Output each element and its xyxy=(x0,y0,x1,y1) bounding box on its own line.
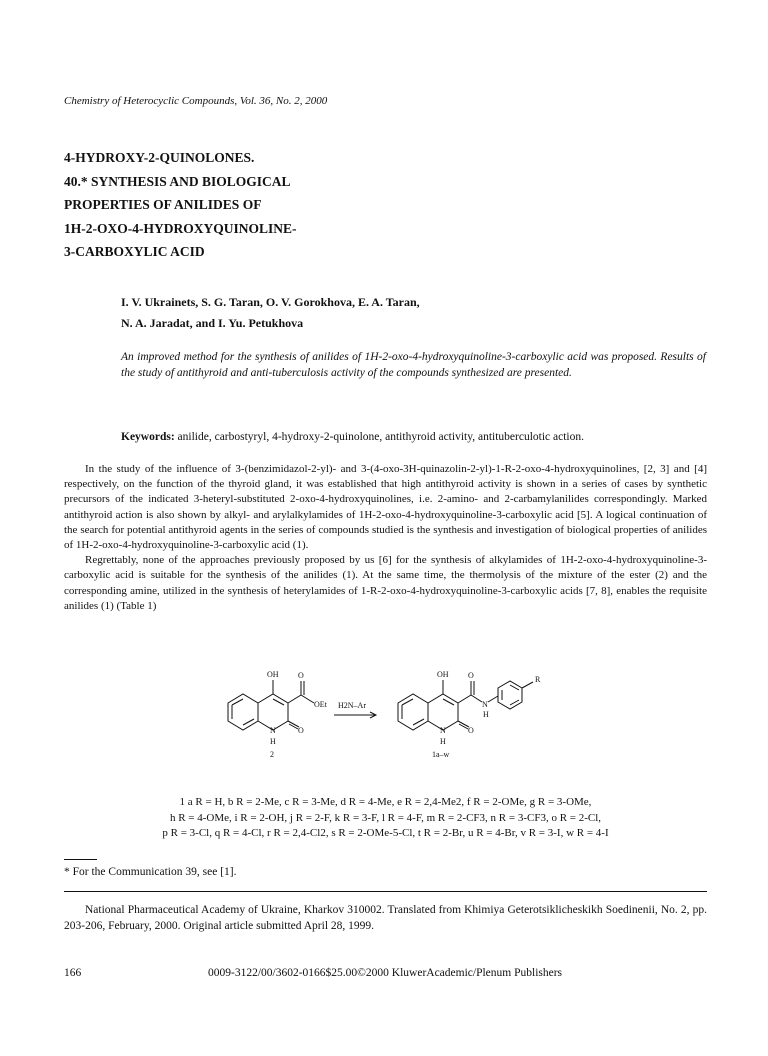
title-line: 40.* SYNTHESIS AND BIOLOGICAL xyxy=(64,173,291,189)
body-text xyxy=(64,462,707,614)
scheme-label: H xyxy=(483,710,489,719)
title-line: 3-CARBOXYLIC ACID xyxy=(64,244,205,259)
legend-line: 1 a R = H, b R = 2-Me, c R = 3-Me, d R = 4-Me, e R = 2,4-Me2, f R = 2-OMe, g R = 3-OMe, xyxy=(179,796,592,808)
legend-line: h R = 4-OMe, i R = 2-OH, j R = 2-F, k R = 3-F, l R = 4-F, m R = 2-CF3, n R = 3-CF3, o R = 2-Cl, xyxy=(169,811,602,824)
compound-number: 2 xyxy=(270,750,274,759)
scheme-label: O xyxy=(298,671,304,680)
scheme-label: H xyxy=(270,737,276,746)
journal-header: Chemistry of Heterocyclic Compounds, Vol. 36, No. 2, 2000 xyxy=(64,95,328,107)
scheme-labels xyxy=(267,670,541,759)
scheme-label: OH xyxy=(437,670,449,679)
affiliation-divider xyxy=(64,891,707,892)
author-line: N. A. Jaradat, and I. Yu. Petukhova xyxy=(121,316,304,330)
legend-line: p R = 3-Cl, q R = 4-Cl, r R = 2,4-Cl2, s R = 2-OMe-5-Cl, t R = 2-Br, u R = 4-Br, v R = 3-I, w R = 4-I xyxy=(162,827,609,839)
abstract: An improved method for the synthesis of anilides of 1H-2-oxo-4-hydroxyquinoline-3-carboxylic acid was proposed. Results of the study of antithyroid and anti-tuberculosis activity of the compounds synthesized are presented. xyxy=(121,351,706,379)
author-line: I. V. Ukrainets, S. G. Taran, O. V. Gorokhova, E. A. Taran, xyxy=(121,295,420,309)
compound-number: 1a–w xyxy=(432,750,450,759)
body-paragraph: Regrettably, none of the approaches previously proposed by us [6] for the synthesis of alkylamides of 1H-2-oxo-4-hydroxyquinoline-3-carboxylic acid is suitable for the synthesis of the anilides (1). At the same time, the thermolysis of the mixture of the ester (2) and the corresponding amine, utilized in the synthesis of heterylamides of 1-R-2-oxo-4-hydroxyquinoline-3-carboxylic acids [7, 8], enables the requisite anilides (1) (Table 1) xyxy=(64,554,707,612)
title-line: PROPERTIES OF ANILIDES OF xyxy=(64,197,262,212)
title-line: 4-HYDROXY-2-QUINOLONES. xyxy=(64,150,255,165)
keywords-label: Keywords: xyxy=(121,431,175,443)
keywords-text: anilide, carbostyryl, 4-hydroxy-2-quinolone, antithyroid activity, antituberculotic action. xyxy=(177,431,584,443)
body-paragraph: In the study of the influence of 3-(benzimidazol-2-yl)- and 3-(4-oxo-3H-quinazolin-2-yl)-1-R-2-oxo-4-hydroxyquinolines, [2, 3] and [4] respectively, on the function of the thyroid gland, it was established that high antithyroid activity is shown in a series of cases by synthetic precursors of the indicated 3-heteryl-substituted 2-oxo-4-hydroxyquinolines, i.e. 2-amino- and 2-carbamylanilides correspondingly. Marked antithyroid action is also shown by alkyl- and arylalkylamides of 1H-2-oxo-4-hydroxyquinoline-3-carboxylic acid [5]. A logical continuation of the search for potential antithyroid agents in the series of compounds studied is the synthesis and investigation of biological properties of anilides of 1H-2-oxo-4-hydroxyquinoline-3-carboxylic acid (1). xyxy=(64,463,707,552)
scheme-label: O xyxy=(468,726,474,735)
keywords xyxy=(121,430,721,445)
scheme-label: OH xyxy=(267,670,279,679)
scheme-label: OEt xyxy=(314,700,327,709)
affiliation-note: National Pharmaceutical Academy of Ukraine, Kharkov 310002. Translated from Khimiya Geterotsiklicheskikh Soedinenii, No. 2, pp. 203-206, February, 2000. Original article submitted April 28, 1999. xyxy=(64,904,707,932)
reactant-2-structure xyxy=(228,680,314,730)
page-number: 166 xyxy=(64,967,82,979)
article-title xyxy=(64,146,484,264)
scheme-label: N xyxy=(270,726,276,735)
product-1-structure xyxy=(398,680,533,730)
substituent-legend xyxy=(64,795,707,842)
scheme-label: N xyxy=(482,700,488,709)
author-list xyxy=(121,292,420,334)
scheme-label: R xyxy=(535,675,541,684)
publisher-line: 0009-3122/00/3602-0166$25.00©2000 KluwerAcademic/Plenum Publishers xyxy=(208,967,563,979)
reaction-scheme xyxy=(200,660,580,775)
title-line: 1H-2-OXO-4-HYDROXYQUINOLINE- xyxy=(64,220,297,236)
scheme-label: N xyxy=(440,726,446,735)
footnote: * For the Communication 39, see [1]. xyxy=(64,866,237,878)
scheme-label: H xyxy=(440,737,446,746)
reaction-arrow xyxy=(334,712,376,718)
footnote-divider xyxy=(64,859,97,860)
scheme-label: O xyxy=(298,726,304,735)
reagent-label: H2N–Ar xyxy=(338,701,366,710)
scheme-label: O xyxy=(468,671,474,680)
